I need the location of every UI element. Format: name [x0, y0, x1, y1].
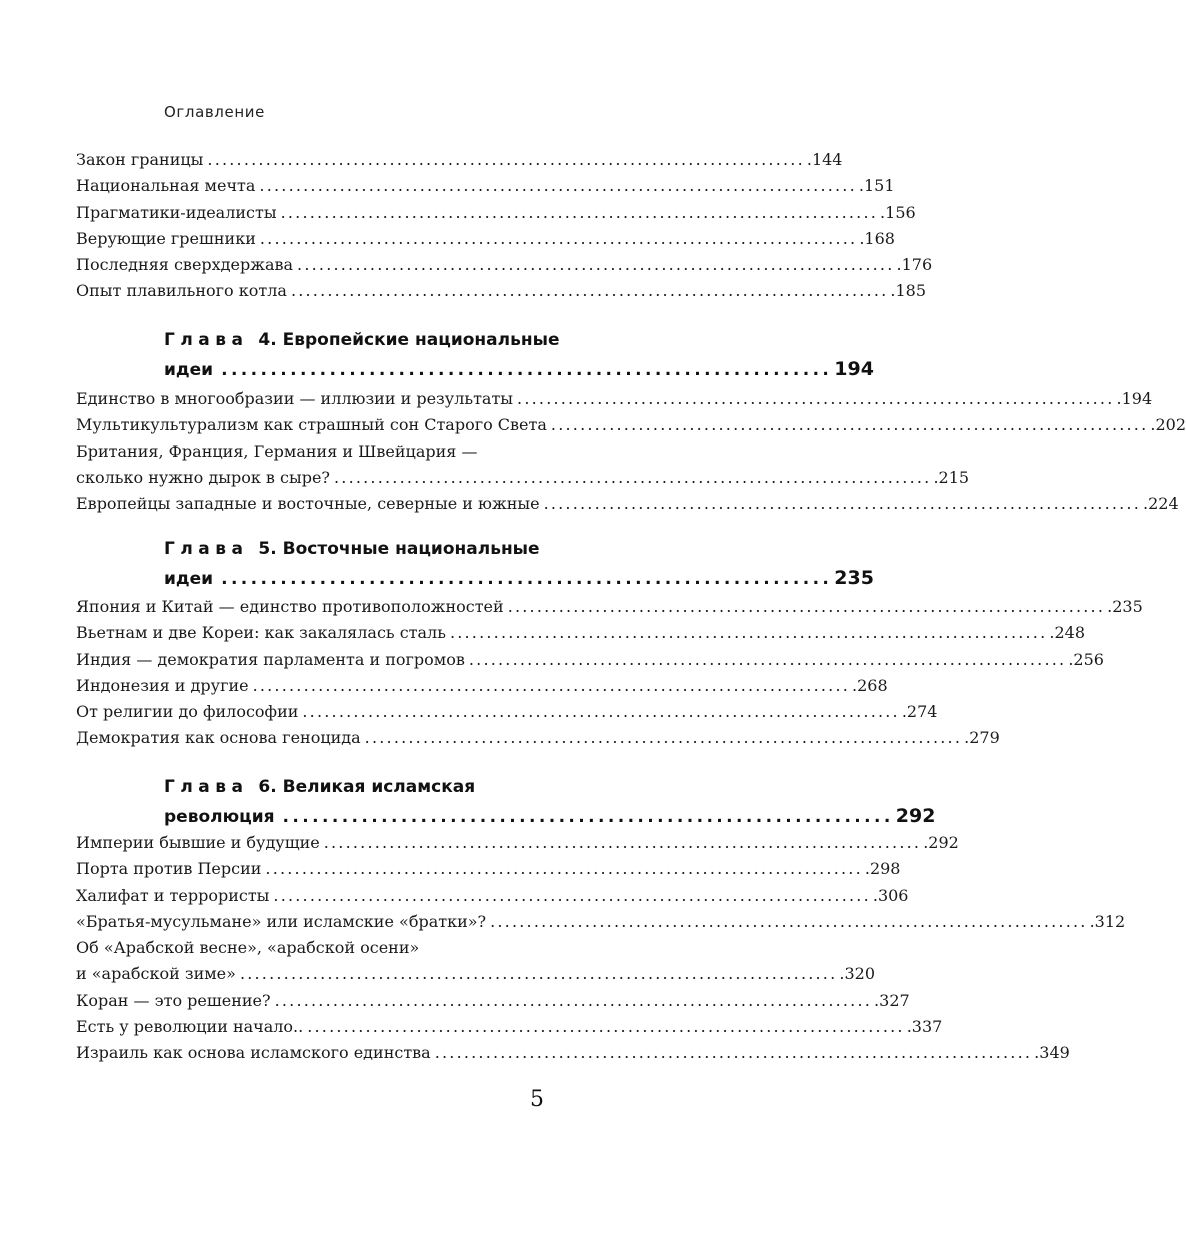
leader-dots: .................................................................................. — [449, 623, 1048, 643]
chapter-title-cont: революция — [164, 807, 275, 827]
toc-section — [76, 594, 1143, 752]
chapter-title: 6. Великая исламская — [258, 777, 476, 797]
entry-title: сколько нужно дырок в сыре? — [76, 467, 330, 487]
entry-page: .298 — [864, 859, 901, 879]
entry-page: .248 — [1049, 623, 1086, 643]
toc-entry[interactable] — [76, 173, 895, 199]
chapter-page: 292 — [895, 805, 936, 827]
leader-dots: .............................................................. — [221, 569, 833, 589]
leader-dots: .................................................................................. — [252, 675, 851, 695]
chapter-page: 235 — [834, 567, 874, 589]
toc-entry[interactable] — [76, 465, 970, 491]
entry-page: .256 — [1068, 649, 1104, 669]
entry-page: .156 — [880, 202, 916, 222]
entry-title: От религии до философии — [76, 702, 299, 722]
leader-dots: .................................................................................. — [507, 597, 1106, 616]
entry-title-line1: Британия, Франция, Германия и Швейцария — — [76, 441, 478, 461]
entry-title: Европейцы западные и восточные, северные и южные — [76, 494, 540, 514]
toc-entry[interactable] — [76, 1014, 943, 1040]
chapter-heading[interactable] — [164, 773, 936, 832]
toc-entry[interactable] — [76, 226, 895, 252]
leader-dots: .................................................................................. — [468, 649, 1067, 669]
toc-entry[interactable] — [76, 1040, 1070, 1066]
leader-dots: .................................................................................. — [290, 281, 889, 301]
chapter-label: Глава — [164, 330, 249, 350]
toc-entry[interactable] — [76, 386, 1153, 412]
entry-title: Порта против Персии — [76, 859, 262, 879]
leader-dots: .................................................................................. — [274, 990, 873, 1010]
entry-title: Верующие грешники — [76, 228, 256, 248]
leader-dots: .................................................................................. — [239, 964, 838, 984]
toc-section — [76, 386, 1186, 517]
entry-page: .312 — [1089, 911, 1126, 931]
chapter-title-cont: идеи — [164, 360, 214, 380]
toc-entry[interactable] — [76, 961, 876, 987]
entry-title: Опыт плавильного котла — [76, 281, 287, 301]
toc-entry[interactable] — [76, 909, 1126, 935]
entry-page: .279 — [964, 728, 1000, 748]
leader-dots: .................................................................................. — [323, 833, 922, 852]
toc-entry[interactable] — [76, 988, 910, 1014]
entry-title: Халифат и террористы — [76, 885, 270, 905]
entry-title: Национальная мечта — [76, 176, 256, 196]
leader-dots: .................................................................................. — [259, 228, 858, 248]
entry-page: .202 — [1150, 415, 1186, 435]
leader-dots: .................................................................................. — [364, 728, 963, 748]
entry-page: .349 — [1034, 1043, 1070, 1063]
leader-dots: .................................................................................. — [207, 150, 805, 169]
entry-title: Япония и Китай — единство противоположностей — [76, 597, 504, 616]
chapter-page: 194 — [834, 358, 874, 380]
entry-page: .235 — [1107, 597, 1143, 616]
entry-title: и «арабской зиме» — [76, 964, 236, 984]
leader-dots: .................................................................................. — [517, 389, 1115, 408]
chapter-title: 5. Восточные национальные — [258, 539, 540, 559]
entry-page: .268 — [852, 675, 888, 695]
chapter-title-cont: идеи — [164, 569, 214, 589]
leader-dots: .................................................................................. — [273, 885, 871, 905]
leader-dots: .................................................................................. — [259, 176, 857, 196]
toc-section — [76, 830, 1126, 1067]
entry-title: Единство в многообразии — иллюзии и результаты — [76, 389, 514, 408]
toc-entry[interactable] — [76, 200, 916, 226]
leader-dots: .................................................................................. — [490, 911, 1088, 931]
entry-page: .215 — [933, 467, 970, 487]
entry-page: .185 — [890, 281, 927, 301]
entry-title: Израиль как основа исламского единства — [76, 1043, 431, 1063]
entry-page: .337 — [906, 1017, 943, 1037]
toc-entry[interactable] — [76, 412, 1186, 438]
leader-dots: .............................................................. — [221, 360, 833, 380]
entry-page: .176 — [896, 255, 933, 275]
entry-title: Закон границы — [76, 150, 204, 169]
entry-page: .144 — [806, 150, 843, 169]
leader-dots: .................................................................................. — [334, 467, 932, 487]
entry-title: Индия — демократия парламента и погромов — [76, 649, 465, 669]
toc-entry[interactable] — [76, 278, 927, 304]
entry-page: .306 — [872, 885, 909, 905]
toc-entry[interactable] — [76, 594, 1143, 620]
leader-dots: .................................................................................. — [543, 494, 1142, 514]
leader-dots: .................................................................................. — [302, 702, 900, 722]
entry-page: .194 — [1116, 389, 1153, 408]
chapter-title: 4. Европейские национальные — [258, 330, 560, 350]
entry-title: Мультикультурализм как страшный сон Старого Света — [76, 415, 547, 435]
entry-title: Есть у революции начало.. — [76, 1017, 304, 1037]
leader-dots: .................................................................................. — [297, 255, 895, 275]
toc-entry[interactable] — [76, 725, 1000, 751]
toc-section — [76, 147, 933, 305]
running-title: Оглавление — [164, 103, 265, 121]
chapter-heading[interactable] — [164, 535, 874, 594]
leader-dots: .................................................................................. — [434, 1043, 1033, 1063]
leader-dots: .................................................................................. — [550, 415, 1149, 435]
toc-entry[interactable] — [76, 252, 933, 278]
entry-page: .151 — [858, 176, 895, 196]
leader-dots: .................................................................................. — [280, 202, 879, 222]
entry-title-line1: Об «Арабской весне», «арабской осени» — [76, 938, 420, 958]
page-number: 5 — [530, 1087, 544, 1112]
entry-title: Вьетнам и две Кореи: как закалялась сталь — [76, 623, 446, 643]
entry-title: Империи бывшие и будущие — [76, 833, 320, 852]
leader-dots: .............................................................. — [282, 807, 894, 827]
toc-entry[interactable] — [76, 491, 1179, 517]
toc-entry[interactable] — [76, 147, 843, 173]
entry-page: .168 — [859, 228, 895, 248]
entry-title: «Братья-мусульмане» или исламские «братки»? — [76, 911, 487, 931]
leader-dots: .................................................................................. — [307, 1017, 905, 1037]
entry-page: .327 — [874, 990, 910, 1010]
entry-title: Индонезия и другие — [76, 675, 249, 695]
toc-entry[interactable] — [76, 673, 888, 699]
entry-title: Прагматики-идеалисты — [76, 202, 277, 222]
toc-entry[interactable] — [76, 856, 901, 882]
chapter-heading[interactable] — [164, 326, 874, 385]
entry-page: .274 — [901, 702, 938, 722]
entry-title: Демократия как основа геноцида — [76, 728, 361, 748]
toc-entry[interactable] — [76, 620, 1086, 646]
toc-entry[interactable] — [76, 830, 959, 856]
toc-entry[interactable] — [76, 699, 938, 725]
toc-entry[interactable] — [76, 883, 909, 909]
toc-entry[interactable] — [76, 647, 1104, 673]
entry-title: Последняя сверхдержава — [76, 255, 294, 275]
entry-page: .292 — [923, 833, 959, 852]
entry-page: .320 — [839, 964, 876, 984]
chapter-label: Глава — [164, 539, 249, 559]
entry-title: Коран — это решение? — [76, 990, 271, 1010]
leader-dots: .................................................................................. — [265, 859, 863, 879]
entry-page: .224 — [1143, 494, 1179, 514]
chapter-label: Глава — [164, 777, 249, 797]
